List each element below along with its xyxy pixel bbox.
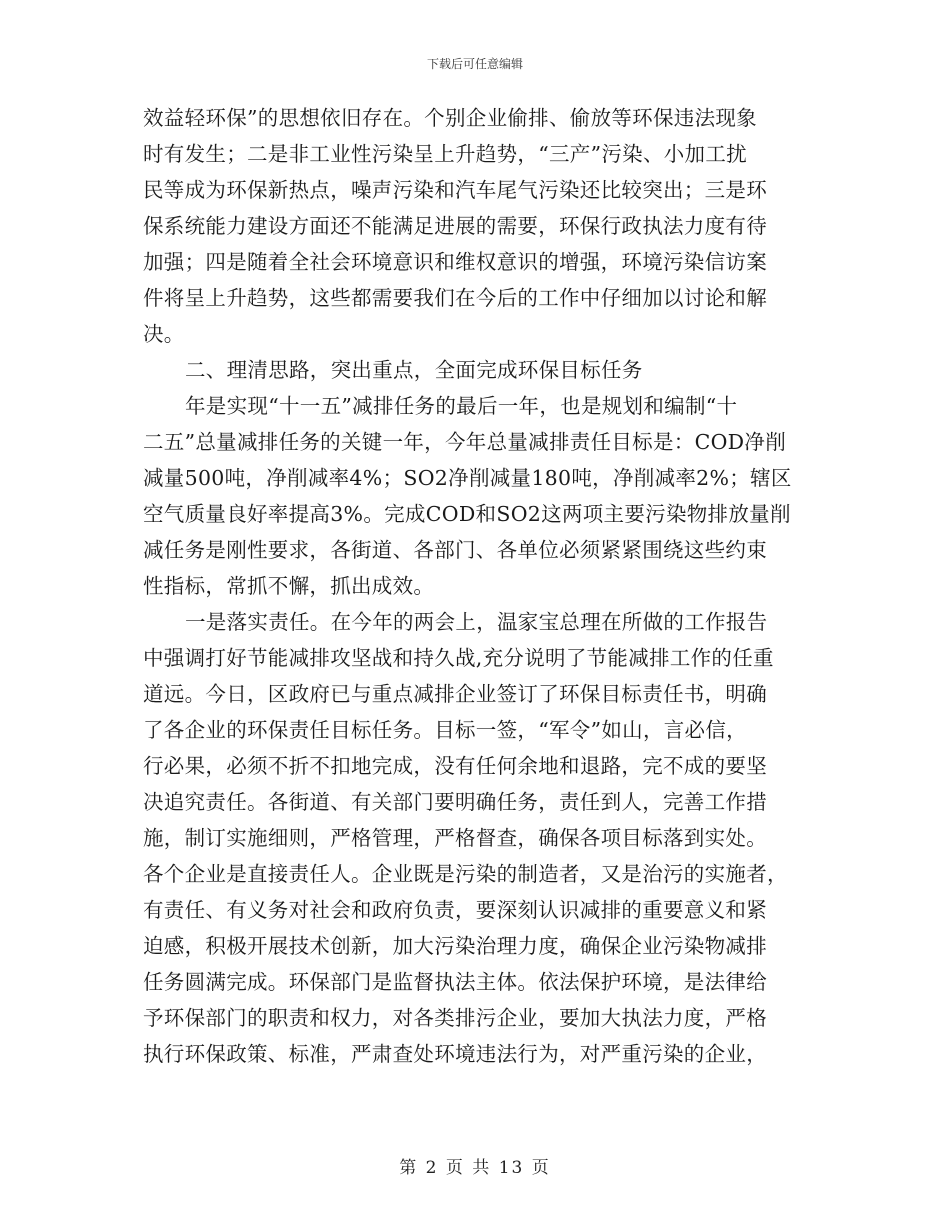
text-line: 了各企业的环保责任目标任务。目标一签，“军令”如山，言必信， (143, 718, 747, 742)
text-line: 迫感，积极开展技术创新，加大污染治理力度，确保企业污染物减排 (143, 934, 767, 958)
text-line: 空气质量良好率提高3%。完成COD和SO2这两项主要污染物排放量削 (143, 502, 791, 526)
text-line: 时有发生；二是非工业性污染呈上升趋势，“三产”污染、小加工扰 (143, 142, 747, 166)
text-line: 一是落实责任。在今年的两会上，温家宝总理在所做的工作报告 (185, 610, 768, 634)
text-line: 加强；四是随着全社会环境意识和维权意识的增强，环境污染信访案 (143, 250, 767, 274)
text-line: 性指标，常抓不懈，抓出成效。 (143, 574, 435, 598)
text-line: 施，制订实施细则，严格管理，严格督查，确保各项目标落到实处。 (143, 826, 767, 850)
text-line: 民等成为环保新热点，噪声污染和汽车尾气污染还比较突出；三是环 (143, 178, 767, 202)
text-line: 予环保部门的职责和权力，对各类排污企业，要加大执法力度，严格 (143, 1006, 767, 1030)
text-line: 道远。今日，区政府已与重点减排企业签订了环保目标责任书，明确 (143, 682, 767, 706)
text-line: 二、理清思路，突出重点，全面完成环保目标任务 (185, 358, 643, 382)
text-line: 决追究责任。各街道、有关部门要明确任务，责任到人，完善工作措 (143, 790, 767, 814)
text-line: 减量500吨，净削减率4%；SO2净削减量180吨，净削减率2%；辖区 (143, 466, 792, 490)
text-line: 效益轻环保”的思想依旧存在。个别企业偷排、偷放等环保违法现象 (143, 106, 757, 130)
text-line: 行必果，必须不折不扣地完成，没有任何余地和退路，完不成的要坚 (143, 754, 767, 778)
text-line: 决。 (143, 322, 185, 346)
text-line: 任务圆满完成。环保部门是监督执法主体。依法保护环境，是法律给 (143, 970, 767, 994)
document-body (143, 100, 803, 1072)
text-line: 中强调打好节能减排攻坚战和持久战,充分说明了节能减排工作的任重 (143, 646, 774, 670)
text-line: 减任务是刚性要求，各街道、各部门、各单位必须紧紧围绕这些约束 (143, 538, 767, 562)
text-line: 执行环保政策、标准，严肃查处环境违法行为，对严重污染的企业， (143, 1042, 767, 1066)
text-line: 各个企业是直接责任人。企业既是污染的制造者，又是治污的实施者， (143, 862, 788, 886)
page-header: 下载后可任意编辑 (426, 57, 523, 71)
text-line: 二五”总量减排任务的关键一年，今年总量减排责任目标是：COD净削 (143, 430, 787, 454)
text-line: 保系统能力建设方面还不能满足进展的需要，环保行政执法力度有待 (143, 214, 767, 238)
page-footer: 第 2 页 共 13 页 (399, 1158, 551, 1178)
text-line: 件将呈上升趋势，这些都需要我们在今后的工作中仔细加以讨论和解 (143, 286, 767, 310)
text-line: 有责任、有义务对社会和政府负责，要深刻认识减排的重要意义和紧 (143, 898, 767, 922)
text-line: 年是实现“十一五”减排任务的最后一年，也是规划和编制“十 (185, 394, 738, 418)
